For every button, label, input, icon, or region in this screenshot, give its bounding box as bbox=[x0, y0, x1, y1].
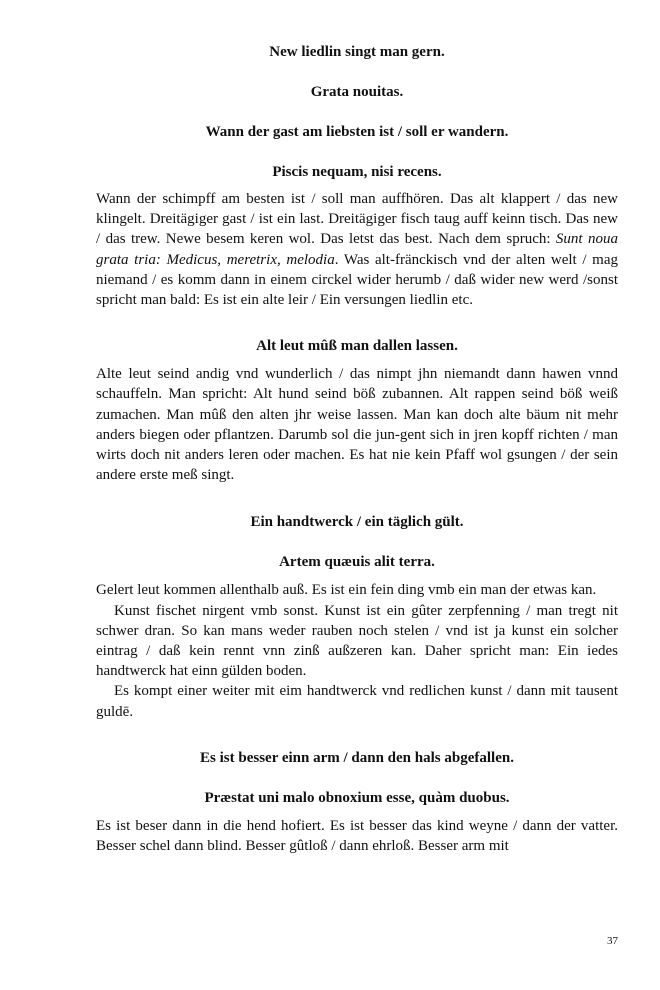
heading-latin: Piscis nequam, nisi recens. bbox=[272, 164, 442, 180]
body-paragraph bbox=[96, 189, 618, 310]
paragraph-text: Wann der schimpff am besten ist / soll man auffhören. Das alt klappert / das new klingelt. Dreitägiger gast / ist ein last. Dreitägiger fisch taug auff keinn tisch. Das new / das trew. Newe besem keren wol. Das letst das best. Nach dem spruch: bbox=[96, 191, 618, 248]
latin-quote: Sunt noua grata tria: Medicus, meretrix, melodia bbox=[96, 231, 618, 268]
heading-proverb: Ein handtwerck / ein täglich gült. bbox=[250, 514, 464, 531]
heading-proverb: Wann der gast am liebsten ist / soll er wandern. bbox=[205, 124, 509, 140]
heading-proverb: New liedlin singt man gern. bbox=[269, 44, 445, 60]
heading-latin: Præstat uni malo obnoxium esse, quàm duobus. bbox=[204, 789, 510, 806]
heading-proverb: Alt leut mûß man dallen lassen. bbox=[256, 338, 458, 355]
body-paragraph: Es ist beser dann in die hend hofiert. Es ist besser das kind weyne / dann der vatter. Besser schel dann blind. Besser gûtloß / dann ehrloß. Besser arm mit bbox=[96, 817, 618, 855]
heading-latin: Grata nouitas. bbox=[310, 84, 404, 100]
page-number: 37 bbox=[607, 935, 618, 947]
body-paragraph: Gelert leut kommen allenthalb auß. Es ist ein fein ding vmb ein man der etwas kan. bbox=[96, 582, 597, 599]
paragraph-text: . Was alt-fränckisch vnd der alten welt / mag niemand / es komm dann in einem circkel wider herumb / daß wider new werd /sonst spricht man bald: Es ist ein alte leir / Ein versungen liedlin etc. bbox=[96, 251, 618, 309]
body-paragraph: Es kompt einer weiter mit eim handtwerck vnd redlichen kunst / dann mit tausent guldē. bbox=[96, 683, 618, 720]
heading-proverb: Es ist besser einn arm / dann den hals abgefallen. bbox=[200, 749, 514, 766]
heading-latin: Artem quæuis alit terra. bbox=[279, 554, 435, 571]
body-paragraph: Kunst fischet nirgent vmb sonst. Kunst ist ein gûter zerpfenning / man tregt nit schwer dran. So kan mans weder rauben noch stelen / vnd ist ja kunst ein solcher eintrag / daß kein rennt vnn zinß außzeren kan. Daher spricht man: Ein iedes handtwerck hat einn gülden boden. bbox=[96, 602, 618, 680]
page-body bbox=[96, 36, 618, 856]
body-paragraph: Alte leut seind andig vnd wunderlich / das nimpt jhn niemandt dann hawen vnnd schauffeln. Man spricht: Alt hund seind böß zubannen. Alt rappen seind böß weiß zumachen. Man mûß den alten jhr weise lassen. Man kan doch alte bäum nit mehr anders biegen oder pflantzen. Darumb sol die jun-gent sich in jren kopff richten / man wirts doch nit anders leren oder machen. Es hat nie kein Pfaff wol gsungen / der sein andere erste meß singt. bbox=[96, 366, 618, 484]
